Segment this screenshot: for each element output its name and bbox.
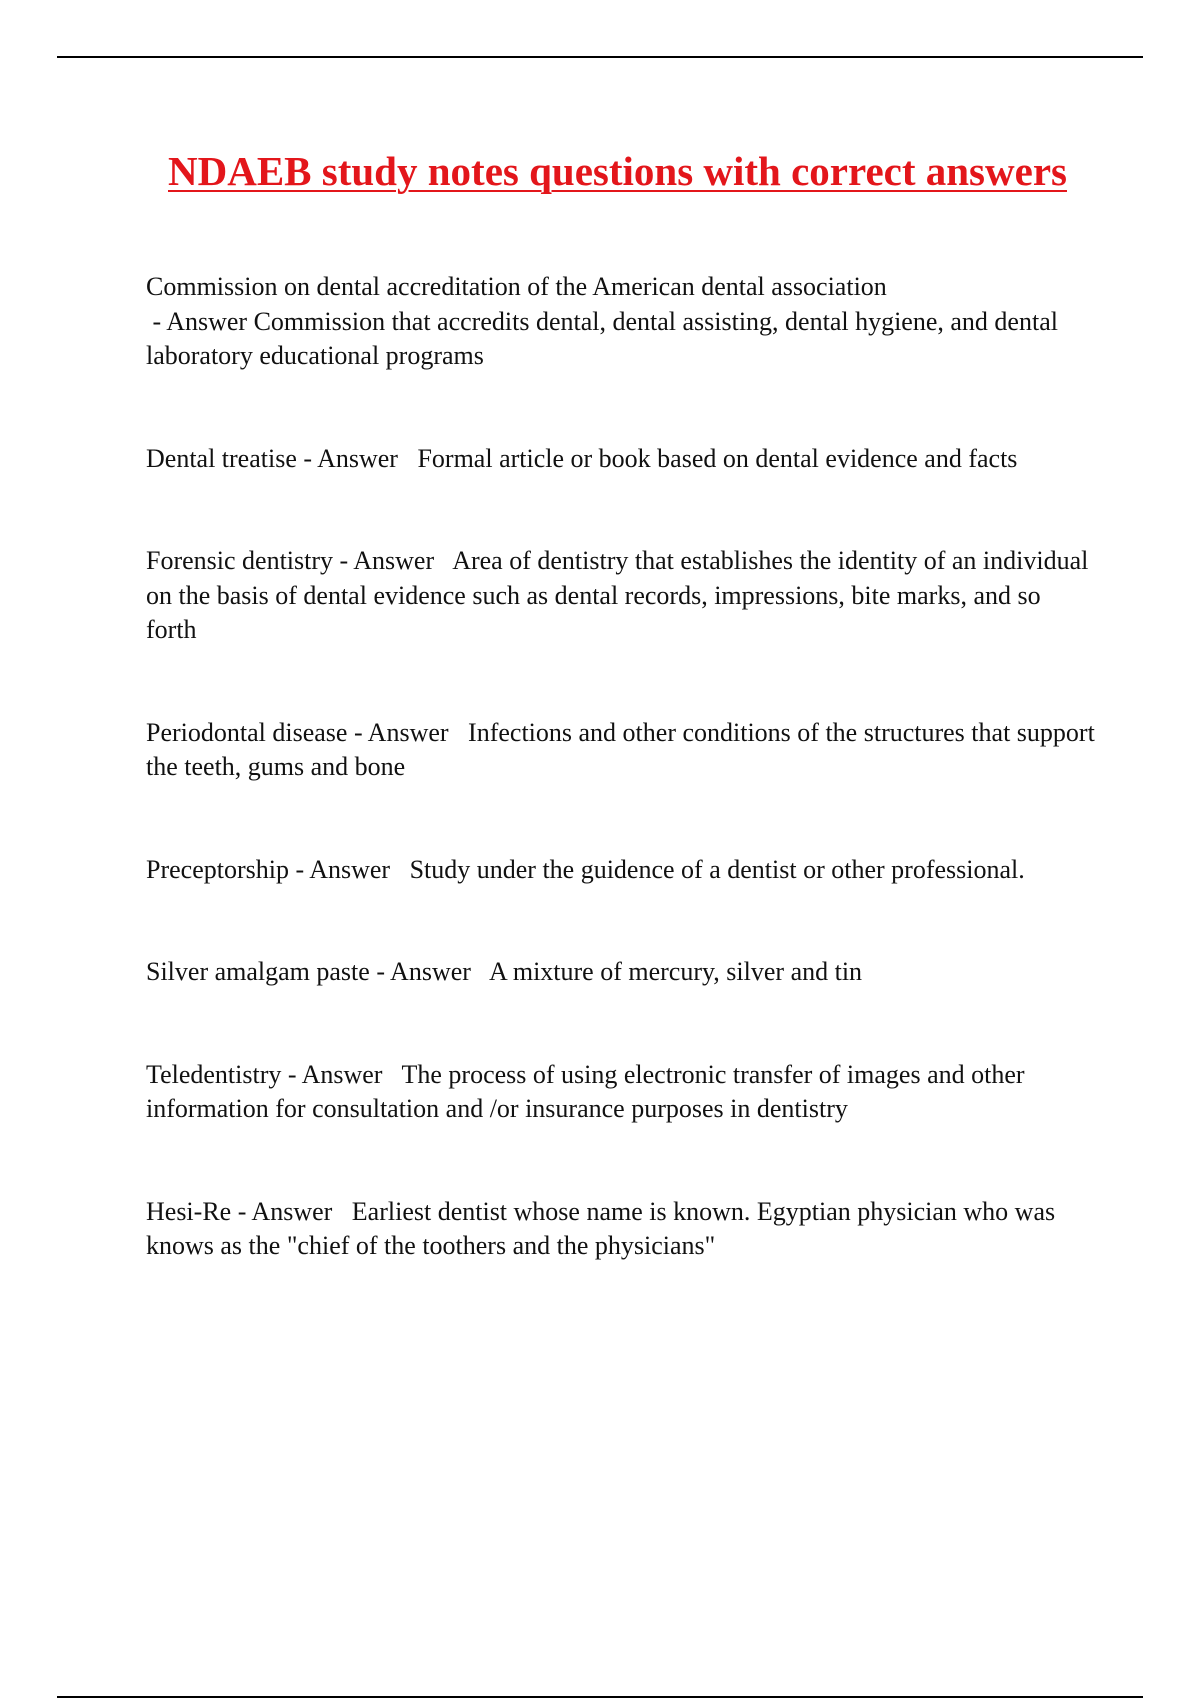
bottom-rule bbox=[57, 1696, 1143, 1698]
qa-term: Hesi-Re bbox=[146, 1196, 232, 1226]
qa-term: Dental treatise bbox=[146, 443, 297, 473]
qa-answer: Commission that accredits dental, dental assisting, dental hygiene, and dental laboratory educational programs bbox=[146, 306, 1058, 370]
qa-separator: - Answer bbox=[369, 957, 489, 986]
qa-separator: - Answer bbox=[347, 717, 469, 747]
qa-item bbox=[146, 716, 1096, 785]
qa-answer: The process of using electronic transfer of images and other information for consultation and /or insurance purposes in dentistry bbox=[146, 1059, 1025, 1123]
qa-answer: Study under the guidence of a dentist or other professional. bbox=[409, 854, 1025, 884]
qa-item bbox=[146, 442, 1096, 477]
qa-answer: Infections and other conditions of the structures that support the teeth, gums and bone bbox=[146, 717, 1095, 781]
qa-list bbox=[146, 270, 1096, 1264]
qa-item bbox=[146, 270, 1096, 374]
qa-separator: - Answer bbox=[146, 306, 254, 336]
qa-item bbox=[146, 853, 1096, 888]
qa-separator: - Answer bbox=[231, 1196, 352, 1226]
qa-term: Preceptorship bbox=[146, 854, 289, 884]
qa-answer: Area of dentistry that establishes the identity of an individual on the basis of dental evidence such as dental records, impressions, bite marks, and so forth bbox=[146, 546, 1089, 644]
qa-separator: - Answer bbox=[281, 1059, 402, 1089]
qa-term: Periodontal disease bbox=[146, 717, 348, 747]
qa-separator: - Answer bbox=[296, 443, 418, 473]
qa-item bbox=[146, 955, 1096, 990]
qa-term: Silver amalgam paste bbox=[146, 957, 370, 986]
qa-answer: Earliest dentist whose name is known. Egyptian physician who was knows as the "chief of the toothers and the physicians" bbox=[146, 1196, 1056, 1260]
top-rule bbox=[57, 56, 1143, 58]
qa-item bbox=[146, 1195, 1096, 1264]
qa-term: Teledentistry bbox=[146, 1059, 282, 1089]
qa-answer: Formal article or book based on dental evidence and facts bbox=[417, 443, 1018, 473]
qa-answer: A mixture of mercury, silver and tin bbox=[489, 957, 863, 986]
qa-term: Commission on dental accreditation of the American dental association bbox=[146, 272, 887, 301]
qa-separator: - Answer bbox=[288, 854, 410, 884]
qa-term: Forensic dentistry bbox=[146, 546, 334, 575]
document-title: NDAEB study notes questions with correct answers bbox=[168, 148, 1067, 194]
qa-item bbox=[146, 544, 1096, 648]
qa-item bbox=[146, 1058, 1096, 1127]
qa-separator: - Answer bbox=[333, 546, 453, 575]
